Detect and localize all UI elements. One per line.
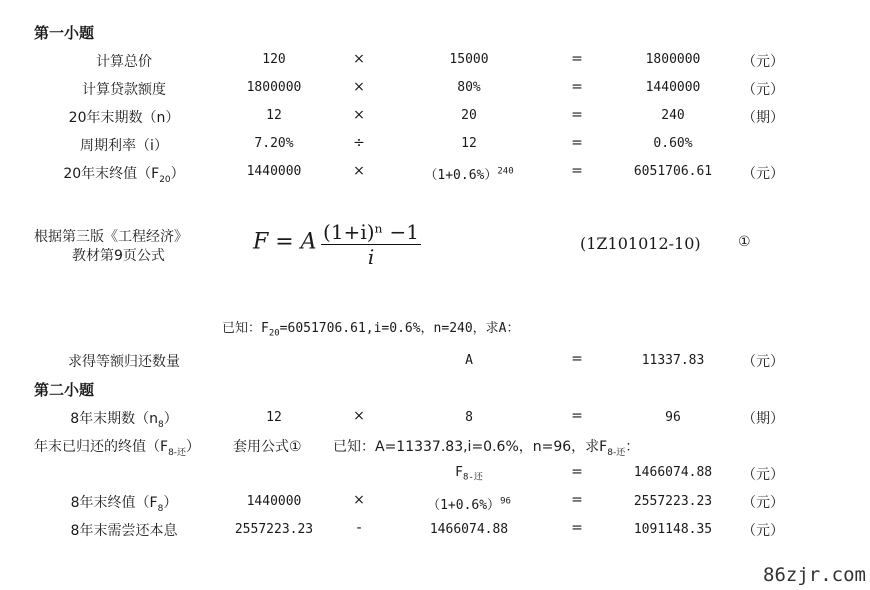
row-operand-b: 20 <box>461 108 477 123</box>
formula-numerator: (1+i)ⁿ −1 <box>323 220 420 244</box>
formula-fraction <box>321 220 421 269</box>
row-result: 2557223.23 <box>633 494 713 509</box>
row-operand-b: 8 <box>465 410 473 425</box>
row-operator: × <box>353 408 365 424</box>
row-operator: × <box>353 163 365 179</box>
formula-marker: ① <box>738 234 751 250</box>
row-equals: = <box>571 79 583 95</box>
formula-code: (1Z101012-10) <box>580 234 701 253</box>
known-values-1: 已知：$F_{20}=6051706.61,i=0.6\%$，n=240，求A： <box>222 321 520 339</box>
known-values-2: 已知：A=11337.83,i=0.6%，n=96，求$F_{8-还}$： <box>333 439 640 458</box>
row-label-future-value-20: 20年末终值$(F_{20})$ <box>63 166 185 185</box>
repaid-future-value-label: 年末已归还的终值$(F_{8-还})$ <box>34 439 201 458</box>
row-operand-a: 12 <box>266 410 282 425</box>
row-result: 240 <box>661 108 685 123</box>
row-result: 1800000 <box>645 52 701 67</box>
row-equals: = <box>571 351 583 367</box>
row-label-total-price: 计算总价 <box>96 54 152 70</box>
row-operand-b: 1466074.88 <box>429 522 509 537</box>
row-label-future-value-8: 8年末终值$(F_8)$ <box>70 495 178 514</box>
row-operand-a: 7.20% <box>254 136 294 151</box>
row-equals: = <box>571 520 583 536</box>
row-result: 1440000 <box>645 80 701 95</box>
row-operand-a: 1440000 <box>246 494 302 509</box>
row-unit: （元） <box>742 82 784 98</box>
watermark: 86zjr.com <box>763 564 866 586</box>
row-operator: × <box>353 79 365 95</box>
row-unit: （元） <box>742 54 784 70</box>
reference-line-2: 教材第9页公式 <box>72 248 165 264</box>
row-result: 1466074.88 <box>633 465 713 480</box>
row-operand-a: 2557223.23 <box>234 522 314 537</box>
row-label-loan-amount: 计算贷款额度 <box>82 82 166 98</box>
row-result: 96 <box>665 410 681 425</box>
row-operand-a: 120 <box>262 52 286 67</box>
row-operand-b: 12 <box>461 136 477 151</box>
formula-lhs: F = A <box>253 229 317 255</box>
row-operand-b: 80% <box>457 80 481 95</box>
row-label-periods-8y: 8年末期数$(n_8)$ <box>70 411 178 430</box>
apply-formula-note: 套用公式① <box>233 439 302 455</box>
repaid-variable: $F_{8-还}$ <box>455 465 483 483</box>
row-operator: × <box>353 492 365 508</box>
row-equals: = <box>571 492 583 508</box>
row-equals: = <box>571 107 583 123</box>
row-label-periods-20y: 20年末期数（n） <box>68 110 180 126</box>
row-label-period-rate: 周期利率（i） <box>80 138 168 154</box>
row-equals: = <box>571 408 583 424</box>
row-unit: （元） <box>742 495 784 511</box>
row-result: 11337.83 <box>641 353 705 368</box>
section1-title: 第一小题 <box>34 24 95 42</box>
row-growth-factor: $(1+0.6\%)^{240}$ <box>424 166 514 183</box>
row-label-principal-interest-due: 8年末需尝还本息 <box>70 523 178 539</box>
row-result: 6051706.61 <box>633 164 713 179</box>
result-label: 求得等额归还数量 <box>68 354 180 370</box>
row-unit: （元） <box>742 166 784 182</box>
row-result: 0.60% <box>653 136 693 151</box>
section2-title: 第二小题 <box>34 381 95 399</box>
reference-line-1: 根据第三版《工程经济》 <box>34 229 188 245</box>
row-equals: = <box>571 135 583 151</box>
row-operand-a: 1440000 <box>246 164 302 179</box>
formula-denominator: i <box>367 245 375 269</box>
row-result: 1091148.35 <box>633 522 713 537</box>
row-operand-b: 15000 <box>449 52 489 67</box>
row-operator: - <box>356 520 362 536</box>
row-operator: × <box>353 51 365 67</box>
result-variable: A <box>465 353 473 368</box>
row-equals: = <box>571 163 583 179</box>
row-unit: （期） <box>742 110 784 126</box>
row-unit: （元） <box>742 467 784 483</box>
row-operator: × <box>353 107 365 123</box>
row-growth-factor: $(1+0.6\%)^{96}$ <box>427 496 511 513</box>
row-unit: （元） <box>742 523 784 539</box>
row-equals: = <box>571 464 583 480</box>
annuity-formula <box>253 220 421 269</box>
row-operator: ÷ <box>353 135 365 151</box>
row-equals: = <box>571 51 583 67</box>
row-unit: （元） <box>742 354 784 370</box>
row-operand-a: 1800000 <box>246 80 302 95</box>
row-unit: （期） <box>742 411 784 427</box>
row-operand-a: 12 <box>266 108 282 123</box>
